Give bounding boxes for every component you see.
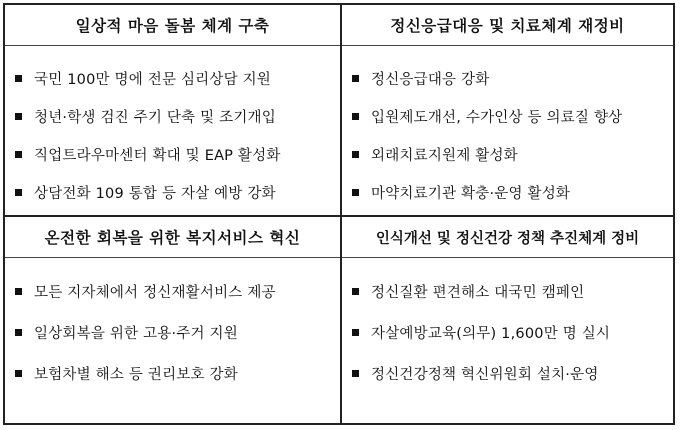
item-text: 상담전화 109 통합 등 자살 예방 강화 bbox=[34, 185, 276, 202]
quadrant-awareness-governance bbox=[342, 217, 673, 423]
square-bullet-icon bbox=[352, 75, 359, 82]
quadrant-daily-mental-care bbox=[5, 5, 340, 215]
item-text: 청년·학생 검진 주기 단축 및 조기개입 bbox=[34, 109, 276, 126]
quadrant-title: 정신응급대응 및 치료체계 재정비 bbox=[342, 5, 673, 46]
policy-table bbox=[3, 3, 675, 425]
list-item bbox=[342, 59, 673, 97]
square-bullet-icon bbox=[352, 151, 359, 158]
list-item bbox=[342, 173, 673, 211]
item-list bbox=[342, 59, 673, 211]
square-bullet-icon bbox=[352, 288, 359, 295]
item-text: 보험차별 해소 등 권리보호 강화 bbox=[34, 367, 238, 383]
list-item bbox=[5, 59, 340, 97]
list-item bbox=[5, 312, 340, 353]
list-item bbox=[5, 353, 340, 394]
quadrant-emergency-treatment bbox=[342, 5, 673, 215]
list-item bbox=[5, 271, 340, 312]
quadrant-title: 온전한 회복을 위한 복지서비스 혁신 bbox=[5, 217, 340, 258]
list-item bbox=[342, 271, 673, 312]
square-bullet-icon bbox=[15, 151, 22, 158]
list-item bbox=[5, 135, 340, 173]
quadrant-title: 일상적 마음 돌봄 체계 구축 bbox=[5, 5, 340, 46]
list-item bbox=[5, 173, 340, 211]
list-item bbox=[342, 97, 673, 135]
square-bullet-icon bbox=[352, 113, 359, 120]
square-bullet-icon bbox=[15, 370, 22, 377]
item-text: 자살예방교육(의무) 1,600만 명 실시 bbox=[371, 326, 611, 342]
item-text: 정신건강정책 혁신위원회 설치·운영 bbox=[371, 367, 599, 383]
quadrant-title: 인식개선 및 정신건강 정책 추진체계 정비 bbox=[342, 217, 673, 258]
square-bullet-icon bbox=[15, 288, 22, 295]
list-item bbox=[5, 97, 340, 135]
quadrant-welfare-recovery bbox=[5, 217, 340, 423]
list-item bbox=[342, 353, 673, 394]
item-text: 국민 100만 명에 전문 심리상담 지원 bbox=[34, 71, 272, 88]
item-text: 일상회복을 위한 고용·주거 지원 bbox=[34, 326, 238, 342]
square-bullet-icon bbox=[352, 370, 359, 377]
item-list bbox=[5, 271, 340, 394]
item-list bbox=[342, 271, 673, 394]
item-text: 모든 지자체에서 정신재활서비스 제공 bbox=[34, 285, 276, 301]
item-text: 직업트라우마센터 확대 및 EAP 활성화 bbox=[34, 147, 281, 164]
square-bullet-icon bbox=[352, 329, 359, 336]
item-text: 외래치료지원제 활성화 bbox=[371, 147, 518, 164]
item-text: 정신질환 편견해소 대국민 캠페인 bbox=[371, 285, 585, 301]
square-bullet-icon bbox=[15, 329, 22, 336]
item-list bbox=[5, 59, 340, 211]
square-bullet-icon bbox=[15, 75, 22, 82]
square-bullet-icon bbox=[15, 113, 22, 120]
square-bullet-icon bbox=[352, 189, 359, 196]
list-item bbox=[342, 135, 673, 173]
list-item bbox=[342, 312, 673, 353]
square-bullet-icon bbox=[15, 189, 22, 196]
item-text: 입원제도개선, 수가인상 등 의료질 향상 bbox=[371, 109, 623, 126]
item-text: 마약치료기관 확충·운영 활성화 bbox=[371, 185, 571, 202]
item-text: 정신응급대응 강화 bbox=[371, 71, 490, 88]
